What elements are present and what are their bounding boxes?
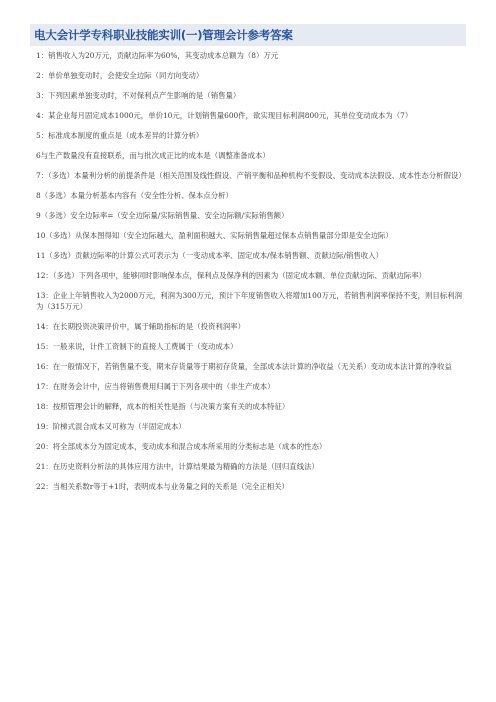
list-item: 3：下列因素单独变动时，不对保利点产生影响的是（销售量） xyxy=(36,91,241,100)
list-item: 22：当相关系数r等于+1时，表明成本与业务量之间的关系是（完全正相关） xyxy=(36,482,289,491)
list-item: 11（多选）贡献边际率的计算公式可表示为（一变动成本率、固定成本/保本销售额、贡献边际/销售收入） xyxy=(36,251,383,260)
list-item: 6与生产数量没有直接联系，而与批次成正比的成本是（调整准备成本） xyxy=(36,151,270,160)
list-item: 15：一般来说，计件工资制下的直接人工费属于（变动成本） xyxy=(36,342,238,351)
list-item: 12：（多选）下列各项中，能够同时影响保本点，保利点及保净利的因素为（固定成本额、单位贡献边际、贡献边际率） xyxy=(36,271,427,280)
list-item: 19：阶梯式混合成本又可称为（半固定成本） xyxy=(36,422,186,431)
page-title: 电大会计学专科职业技能实训(一)管理会计参考答案 xyxy=(34,28,293,42)
title-bar xyxy=(30,24,466,46)
list-item: 7：（多选）本量利分析的前提条件是（相关范围及线性假设、产销平衡和品种机构不变假设、变动成本法假设、成本性态分析假设） xyxy=(36,171,466,180)
list-item: 2：单价单独变动时，会使安全边际（同方向变动） xyxy=(36,71,204,80)
list-item: 14：在长期投资决策评价中，属于辅助指标的是（投资利润率） xyxy=(36,322,245,331)
list-item: 20：将全部成本分为固定成本，变动成本和混合成本所采用的分类标志是（成本的性态） xyxy=(36,442,327,451)
answer-list xyxy=(36,50,468,492)
list-item: 17：在财务会计中，应当将销售费用归属于下列各项中的（非生产成本） xyxy=(36,382,275,391)
list-item: 4：某企业每月固定成本1000元，单价10元，计划销售量600件，欲实现目标利润800元，其单位变动成本为（7） xyxy=(36,111,413,120)
list-item: 8（多选）本量分析基本内容有（安全性分析、保本点分析） xyxy=(36,191,233,200)
list-item: 5：标准成本制度的重点是（成本差异的计算分析） xyxy=(36,131,204,140)
list-item: 21：在历史资料分析法的具体应用方法中，计算结果最为精确的方法是（回归直线法） xyxy=(36,462,319,471)
list-item: 16：在一般情况下，若销售量不变，期末存货量等于期初存货量，全部成本法计算的净收益（无关系）变动成本法计算的净收益 xyxy=(36,362,452,371)
list-item: 10（多选）从保本图得知（安全边际越大，盈利面积越大、实际销售量超过保本点销售量部分即是安全边际） xyxy=(36,231,393,240)
list-item: 13：企业上年销售收入为2000万元，利润为300万元，预计下年度销售收入将增加100万元，若销售利润率保持不变，则目标利润为（315万元） xyxy=(36,291,462,311)
list-item: 18：按照管理会计的解释，成本的相关性是指（与决策方案有关的成本特征） xyxy=(36,402,290,411)
list-item: 9（多选）安全边际率=（安全边际量/实际销售量、安全边际额/实际销售额） xyxy=(36,211,289,220)
list-item: 1：销售收入为20万元，贡献边际率为60%，其变动成本总额为（8）万元 xyxy=(36,51,279,60)
